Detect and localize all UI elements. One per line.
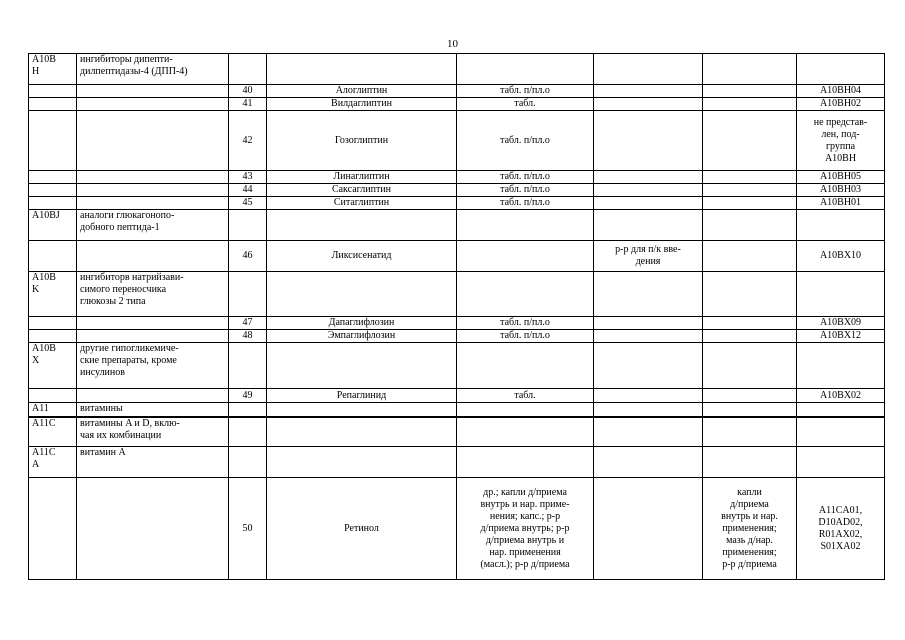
row-number (229, 210, 267, 241)
dosage-form-injection (594, 111, 703, 171)
drug-name (267, 184, 457, 197)
group-code (29, 447, 77, 478)
dosage-form (457, 317, 594, 330)
group-name (77, 197, 229, 210)
atc-code-text: A10BX09 (819, 317, 862, 328)
row-number (229, 85, 267, 98)
drug-name (267, 171, 457, 184)
row-number (229, 197, 267, 210)
row-number (229, 241, 267, 272)
row-number (229, 272, 267, 317)
dosage-form (457, 85, 594, 98)
row-number (229, 98, 267, 111)
group-code-text: A11 (32, 403, 49, 414)
row-number-text: 46 (242, 250, 253, 261)
dosage-form-extra (703, 210, 797, 241)
dosage-form-injection (594, 241, 703, 272)
dosage-form-injection (594, 98, 703, 111)
atc-code (797, 98, 885, 111)
row-number-text: 45 (242, 197, 253, 208)
atc-code-text: A10BH05 (819, 171, 862, 182)
table-row (29, 478, 885, 580)
dosage-form-text: табл. п/пл.о (500, 171, 550, 182)
dosage-form-text: табл. п/пл.о (500, 317, 550, 328)
table-row (29, 197, 885, 210)
group-code (29, 343, 77, 389)
row-number (229, 317, 267, 330)
dosage-form-extra (703, 343, 797, 389)
row-number (229, 184, 267, 197)
atc-code (797, 317, 885, 330)
row-number (229, 447, 267, 478)
row-number-text: 44 (242, 184, 253, 195)
group-code-text: A11C (32, 417, 56, 429)
group-code (29, 98, 77, 111)
group-code (29, 210, 77, 241)
group-row (29, 417, 885, 447)
dosage-form-injection (594, 317, 703, 330)
group-code (29, 478, 77, 580)
group-name-text: витамины (80, 403, 123, 414)
group-code-text: A10B K (32, 272, 56, 295)
group-name (77, 241, 229, 272)
dosage-form (457, 343, 594, 389)
dosage-form-text: табл. (514, 98, 536, 109)
dosage-form (457, 184, 594, 197)
group-name (77, 317, 229, 330)
drug-name-text: Репаглинид (336, 389, 387, 401)
group-code (29, 197, 77, 210)
dosage-form-extra (703, 184, 797, 197)
dosage-form-injection (594, 417, 703, 447)
atc-code-text: A10BH03 (819, 184, 862, 195)
atc-code (797, 184, 885, 197)
drug-name-text: Гозоглиптин (334, 134, 389, 146)
dosage-form-text: табл. п/пл.о (500, 184, 550, 195)
table-row (29, 317, 885, 330)
group-code (29, 403, 77, 417)
dosage-form-extra (703, 272, 797, 317)
atc-code (797, 330, 885, 343)
dosage-form-injection (594, 447, 703, 478)
dosage-form-injection (594, 54, 703, 85)
group-name (77, 54, 229, 85)
dosage-form (457, 210, 594, 241)
atc-code-text: A10BH04 (819, 85, 862, 96)
atc-code (797, 403, 885, 417)
drug-name-text: Линаглиптин (333, 171, 390, 182)
row-number-text: 48 (242, 330, 253, 341)
group-code (29, 272, 77, 317)
group-code (29, 184, 77, 197)
drug-name (267, 272, 457, 317)
drug-name (267, 85, 457, 98)
row-number (229, 54, 267, 85)
group-name (77, 330, 229, 343)
group-name (77, 85, 229, 98)
dosage-form-text: табл. п/пл.о (500, 134, 550, 146)
drug-name-text: Ликсисенатид (331, 250, 392, 261)
group-code (29, 111, 77, 171)
row-number-text: 43 (242, 171, 253, 182)
drug-name (267, 478, 457, 580)
group-row (29, 54, 885, 85)
dosage-form-text: табл. п/пл.о (500, 197, 550, 208)
dosage-form-extra (703, 389, 797, 403)
dosage-form-injection (594, 389, 703, 403)
atc-code (797, 54, 885, 85)
dosage-form-injection (594, 343, 703, 389)
dosage-form-text: табл. п/пл.о (500, 330, 550, 341)
group-row (29, 403, 885, 417)
atc-code-text: A10BX02 (819, 389, 862, 401)
group-code (29, 389, 77, 403)
atc-code-text: A10BH02 (819, 98, 862, 109)
atc-code-text: A10BH01 (819, 197, 862, 208)
group-code (29, 85, 77, 98)
group-name (77, 403, 229, 417)
atc-code-text: не представ- лен, под- группа A10BH (813, 116, 868, 164)
group-name (77, 417, 229, 447)
drug-name (267, 210, 457, 241)
group-code-text: A11C A (32, 447, 56, 470)
table-row (29, 241, 885, 272)
group-name (77, 389, 229, 403)
table-row (29, 111, 885, 171)
dosage-form-extra (703, 417, 797, 447)
drug-name (267, 111, 457, 171)
atc-code (797, 389, 885, 403)
group-name (77, 98, 229, 111)
atc-code (797, 85, 885, 98)
group-name (77, 210, 229, 241)
atc-code (797, 111, 885, 171)
dosage-form (457, 241, 594, 272)
dosage-form-extra (703, 447, 797, 478)
drug-name (267, 241, 457, 272)
drug-name (267, 54, 457, 85)
group-name-text: ингибиторы дипепти- дилпептидазы-4 (ДПП-4) (80, 54, 188, 77)
atc-code (797, 272, 885, 317)
row-number (229, 403, 267, 417)
page-number: 10 (447, 38, 458, 50)
dosage-form-injection (594, 272, 703, 317)
atc-code (797, 210, 885, 241)
dosage-form-extra (703, 478, 797, 580)
drug-name-text: Эмпаглифлозин (327, 330, 396, 341)
dosage-form (457, 197, 594, 210)
drug-name (267, 417, 457, 447)
dosage-form-extra (703, 85, 797, 98)
dosage-form-extra (703, 330, 797, 343)
dosage-form-extra (703, 197, 797, 210)
group-name (77, 184, 229, 197)
atc-code (797, 197, 885, 210)
group-row (29, 272, 885, 317)
group-name (77, 447, 229, 478)
group-code (29, 171, 77, 184)
row-number-text: 50 (242, 522, 253, 534)
dosage-form-injection (594, 171, 703, 184)
dosage-form-extra (703, 98, 797, 111)
group-name (77, 111, 229, 171)
drug-name (267, 343, 457, 389)
table-row (29, 85, 885, 98)
dosage-form (457, 272, 594, 317)
row-number (229, 417, 267, 447)
dosage-form-extra (703, 111, 797, 171)
row-number-text: 41 (242, 98, 253, 109)
table-row (29, 98, 885, 111)
row-number (229, 478, 267, 580)
dosage-form-text: табл. п/пл.о (500, 85, 550, 96)
dosage-form-injection (594, 197, 703, 210)
group-row (29, 447, 885, 478)
group-code (29, 317, 77, 330)
atc-code (797, 241, 885, 272)
row-number-text: 42 (242, 134, 253, 146)
drug-name-text: Вилдаглиптин (331, 98, 392, 109)
dosage-form (457, 447, 594, 478)
group-name-text: аналоги глюкагонопо- добного пептида-1 (80, 210, 175, 233)
atc-code (797, 343, 885, 389)
drug-name (267, 389, 457, 403)
drug-name (267, 403, 457, 417)
dosage-form-extra-text: капли д/приема внутрь и нар. применения; мазь д/нар. применения; р-р д/приема (721, 486, 778, 570)
row-number (229, 111, 267, 171)
dosage-form (457, 403, 594, 417)
row-number-text: 40 (242, 85, 253, 96)
group-code (29, 241, 77, 272)
group-name-text: ингибиторв натрийзави- симого переносчика глюкозы 2 типа (80, 272, 184, 307)
dosage-form-text: табл. (514, 389, 536, 401)
drug-name-text: Ретинол (344, 522, 379, 534)
group-code (29, 54, 77, 85)
dosage-form (457, 111, 594, 171)
drug-name (267, 197, 457, 210)
row-number-text: 49 (242, 389, 253, 401)
dosage-form-injection (594, 478, 703, 580)
dosage-form-injection-text: р-р для п/к вве- дения (615, 244, 681, 267)
drug-table (28, 53, 885, 580)
table-row (29, 184, 885, 197)
dosage-form-extra (703, 171, 797, 184)
dosage-form (457, 389, 594, 403)
dosage-form-extra (703, 403, 797, 417)
dosage-form (457, 330, 594, 343)
dosage-form-injection (594, 210, 703, 241)
group-name (77, 343, 229, 389)
atc-code-text: A10BX10 (819, 250, 862, 261)
row-number (229, 330, 267, 343)
drug-name-text: Дапаглифлозин (328, 317, 395, 328)
atc-code-text: A10BX12 (819, 330, 862, 341)
table-row (29, 171, 885, 184)
drug-name (267, 447, 457, 478)
table-row (29, 330, 885, 343)
group-code-text: A10BJ (32, 210, 60, 221)
dosage-form-injection (594, 184, 703, 197)
drug-name (267, 317, 457, 330)
group-row (29, 343, 885, 389)
group-name-text: витамины A и D, вклю- чая их комбинации (80, 417, 180, 441)
group-name (77, 171, 229, 184)
dosage-form (457, 478, 594, 580)
group-code (29, 417, 77, 447)
group-row (29, 210, 885, 241)
dosage-form-injection (594, 85, 703, 98)
row-number (229, 343, 267, 389)
dosage-form (457, 54, 594, 85)
dosage-form-extra (703, 54, 797, 85)
dosage-form (457, 171, 594, 184)
group-name (77, 272, 229, 317)
atc-code (797, 417, 885, 447)
drug-name-text: Алоглиптин (335, 85, 388, 96)
dosage-form-extra (703, 317, 797, 330)
table-row (29, 389, 885, 403)
drug-name-text: Саксаглиптин (331, 184, 392, 195)
dosage-form (457, 98, 594, 111)
dosage-form-injection (594, 403, 703, 417)
dosage-form-text: др.; капли д/приема внутрь и нар. приме- нения; капс.; р-р д/приема внутрь; р-р д/приема внутрь и нар. применения (масл.); р-р д/приема (480, 486, 570, 570)
group-code (29, 330, 77, 343)
dosage-form (457, 417, 594, 447)
dosage-form-extra (703, 241, 797, 272)
atc-code (797, 478, 885, 580)
atc-code (797, 171, 885, 184)
atc-code-text: A11CA01, D10AD02, R01AX02, S01XA02 (818, 504, 863, 552)
drug-name-text: Ситаглиптин (333, 197, 390, 208)
group-name-text: другие гипогликемиче- ские препараты, кроме инсулинов (80, 343, 179, 378)
row-number (229, 389, 267, 403)
row-number (229, 171, 267, 184)
dosage-form-injection (594, 330, 703, 343)
drug-name (267, 98, 457, 111)
row-number-text: 47 (242, 317, 253, 328)
group-name (77, 478, 229, 580)
atc-code (797, 447, 885, 478)
group-name-text: витамин A (80, 447, 126, 458)
group-code-text: A10B X (32, 343, 56, 366)
group-code-text: A10B H (32, 54, 56, 77)
drug-name (267, 330, 457, 343)
